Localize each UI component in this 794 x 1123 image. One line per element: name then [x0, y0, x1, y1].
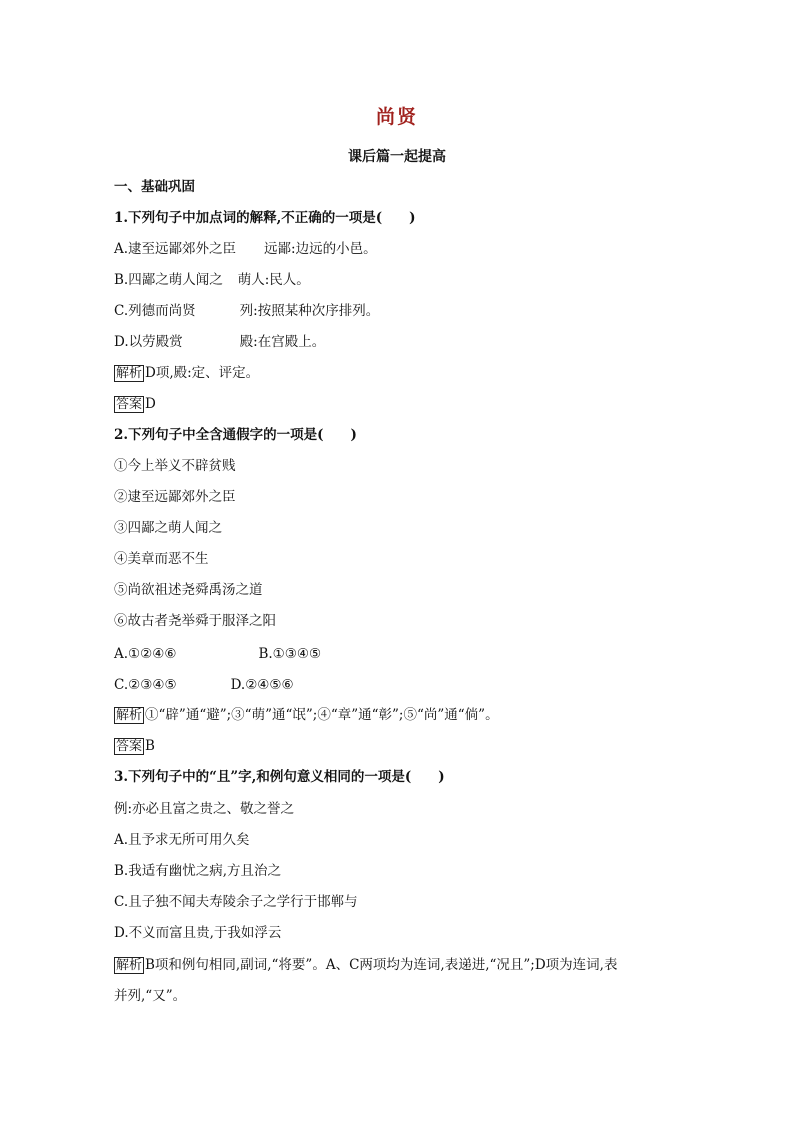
q2-option-c: C.②③④⑤	[114, 677, 177, 693]
q2-item-4: ④美章而恶不生	[114, 551, 209, 567]
q1-option-c	[114, 302, 379, 320]
q1-option-a-gloss: 远鄙:边远的小邑。	[264, 241, 377, 257]
q1-option-d-gloss: 殿:在宫殿上。	[239, 334, 326, 350]
q2-option-d: D.②④⑤⑥	[230, 677, 294, 693]
q1-analysis-text: D项,殿:定、评定。	[145, 365, 260, 381]
q1-option-b-text: B.四鄙之萌人闻之	[114, 272, 223, 288]
q2-analysis-text: ①“辟”通“避”;③“萌”通“氓”;④“章”通“彰”;⑤“尚”通“倘”。	[145, 707, 499, 723]
q2-analysis-label: 解析	[116, 708, 143, 723]
q1-stem: 1.下列句子中加点词的解释,不正确的一项是( )	[114, 210, 416, 226]
q2-options-ab	[114, 645, 321, 663]
q3-analysis-label: 解析	[116, 958, 143, 973]
q2-item-6: ⑥故古者尧举舜于服泽之阳	[114, 613, 276, 629]
q1-analysis-label: 解析	[116, 366, 143, 381]
q2-options-cd	[114, 676, 294, 694]
q2-item-3: ③四鄙之萌人闻之	[114, 520, 222, 536]
q2-option-b: B.①③④⑤	[258, 646, 322, 662]
q3-example: 例:亦必且富之贵之、敬之誉之	[114, 801, 295, 817]
page-title: 尚贤	[375, 106, 418, 128]
q3-stem: 3.下列句子中的“且”字,和例句意义相同的一项是( )	[114, 769, 445, 785]
q2-stem: 2.下列句子中全含通假字的一项是( )	[114, 427, 357, 443]
q1-answer	[114, 395, 156, 413]
page-subtitle: 课后篇一起提高	[348, 149, 446, 165]
q1-option-a-text: A.逮至远鄙郊外之臣	[114, 241, 237, 257]
q1-option-a	[114, 240, 377, 258]
q1-analysis	[114, 364, 259, 382]
q1-option-d-text: D.以劳殿赏	[114, 334, 183, 350]
q2-answer-text: B	[145, 738, 155, 754]
q3-analysis-text-line1: B项和例句相同,副词,“将要”。A、C两项均为连词,表递进,“况且”;D项为连词,表	[145, 957, 618, 973]
q3-option-a: A.且予求无所可用久矣	[114, 832, 250, 848]
q3-analysis	[114, 956, 617, 974]
q2-answer	[114, 737, 155, 755]
q1-option-b-gloss: 萌人:民人。	[237, 272, 310, 288]
q1-option-c-gloss: 列:按照某种次序排列。	[239, 303, 380, 319]
q2-analysis	[114, 706, 499, 724]
q3-option-c: C.且子独不闻夫寿陵余子之学行于邯郸与	[114, 894, 358, 910]
q2-item-1: ①今上举义不辟贫贱	[114, 458, 236, 474]
q1-answer-text: D	[145, 396, 156, 412]
q1-answer-label: 答案	[116, 397, 143, 412]
section-heading: 一、基础巩固	[114, 179, 195, 195]
q1-option-d	[114, 333, 325, 351]
q1-option-b	[114, 271, 310, 289]
q2-item-2: ②逮至远鄙郊外之臣	[114, 489, 236, 505]
q2-answer-label: 答案	[116, 739, 143, 754]
q2-item-5: ⑤尚欲祖述尧舜禹汤之道	[114, 582, 263, 598]
q2-option-a: A.①②④⑥	[114, 646, 177, 662]
q1-option-c-text: C.列德而尚贤	[114, 303, 196, 319]
q3-analysis-continued: 并列,“又”。	[114, 988, 187, 1004]
q3-option-d: D.不义而富且贵,于我如浮云	[114, 925, 282, 941]
q3-option-b: B.我适有幽忧之病,方且治之	[114, 863, 282, 879]
